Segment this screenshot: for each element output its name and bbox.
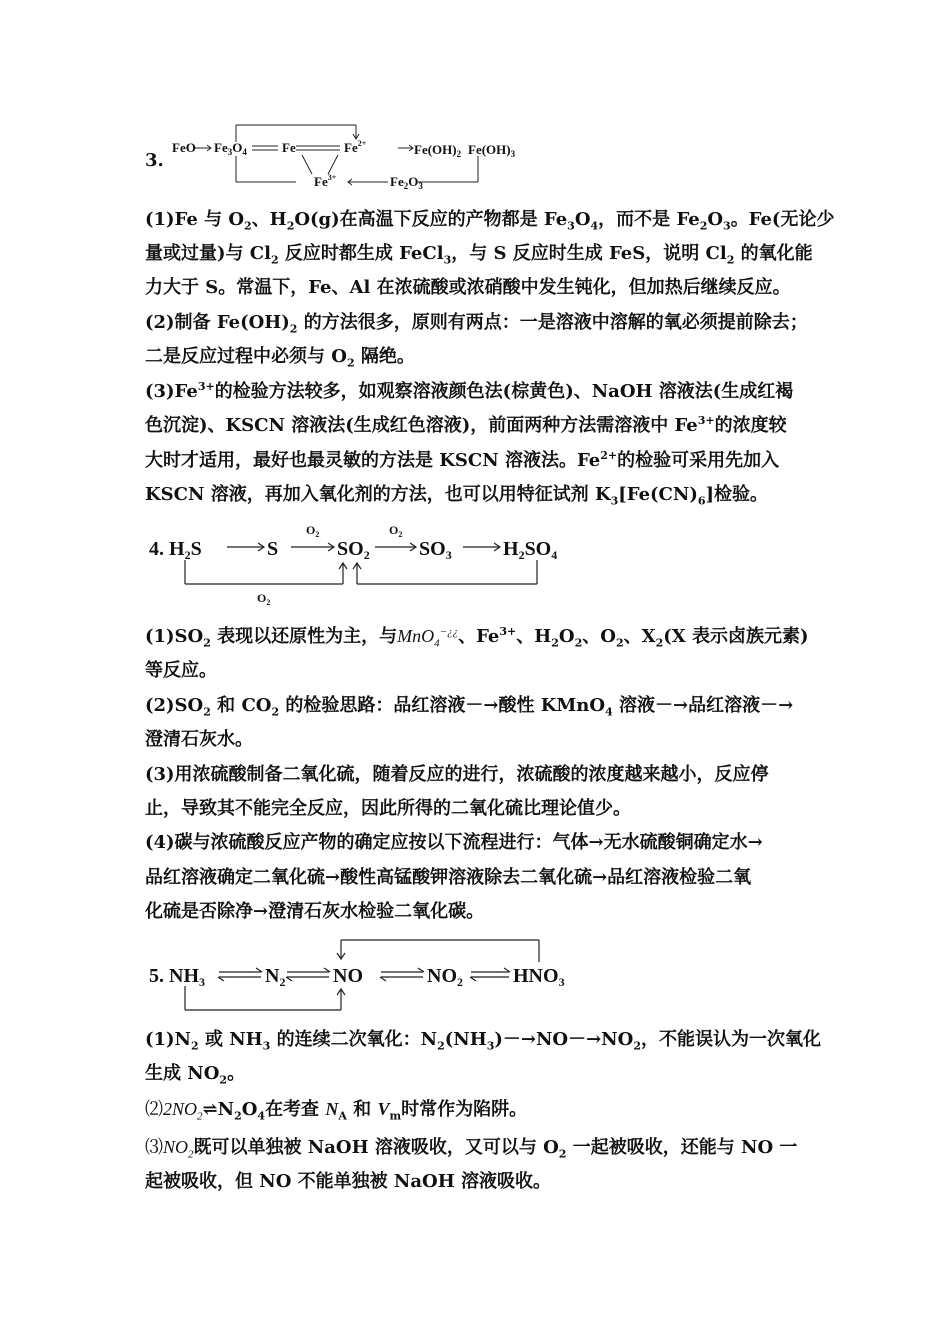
diagram-label-so3: SO xyxy=(419,538,446,560)
svg-text:N2: $N_2$ xyxy=(265,965,286,989)
s4-p2-line1: $(2)SO_2$ 和 $CO_2$ 的检验思路：品红溶液－→酸性 KMnO$_4$ 溶液－→品红溶液－→ xyxy=(145,695,794,719)
diagram-label-fe2: Fe xyxy=(344,140,358,155)
diagram-label-feo: FeO xyxy=(172,140,196,155)
s3-p2-line2: 二是反应过程中必须与 $O_2$ 隔绝。 xyxy=(145,346,415,370)
svg-text:O2: $O_2$ xyxy=(306,523,320,539)
svg-text:HNO3: $HNO_3$ xyxy=(513,965,565,989)
s4-p1-line1: $(1)SO_2$ 表现以还原性为主，与MnO$_4$−¿¿、$Fe^{3+}$、$H_2O_2$、$O_2$、$X_2(X$ 表示卤族元素) xyxy=(145,625,809,650)
svg-text:Fe2O3: $Fe_2O_3$ xyxy=(390,174,423,191)
s3-p3-line3: 大时才适用，最好也最灵敏的方法是 KSCN 溶液法。$Fe^{2+}$的检验可采用先加入 xyxy=(145,449,780,471)
diagram-label-feoh3: Fe(OH) xyxy=(468,142,511,157)
s3-p1-line3: 力大于 S。常温下，Fe、Al 在浓硫酸或浓硝酸中发生钝化，但加热后继续反应。 xyxy=(145,277,791,298)
svg-text:Fe3O4: $Fe_3O_4$ xyxy=(214,140,247,157)
svg-text:O2: $O_2$ xyxy=(257,591,271,607)
s4-p3-line1: (3)用浓硫酸制备二氧化硫，随着反应的进行，浓硫酸的浓度越来越小，反应停 xyxy=(145,764,769,785)
s5-p1-line2: 生成 $NO_2$。 xyxy=(145,1063,246,1087)
diagram-label-s: S xyxy=(267,538,279,560)
diagram-label-so2: SO xyxy=(337,538,364,560)
diagram-label-hno3: HNO xyxy=(513,965,559,987)
svg-text:SO3: $SO_3$ xyxy=(419,538,452,562)
equilibrium-arrow-icon: ⇌ xyxy=(202,1099,218,1120)
diagram-label-fe2o3: Fe xyxy=(390,174,404,189)
diagram-label-feoh2: Fe(OH) xyxy=(414,142,457,157)
s4-p4-line2: 品红溶液确定二氧化硫→酸性高锰酸钾溶液除去二氧化硫→品红溶液检验二氧 xyxy=(145,867,752,888)
s3-p2-line1: (2)制备 $Fe(OH)_2$ 的方法很多，原则有两点：一是溶液中溶解的氧必须提前除去； xyxy=(145,312,808,336)
s5-p3-line1: $⑶NO_2$既可以单独被 NaOH 溶液吸收，又可以与 $O_2$ 一起被吸收，还能与 NO 一 xyxy=(145,1137,798,1161)
section-3-number: 3. xyxy=(145,150,164,171)
svg-text:Fe(OH)3: $Fe(OH)_3$ xyxy=(468,142,516,159)
iron-conversion-diagram xyxy=(168,122,528,192)
diagram-label-o2-c: O xyxy=(257,591,267,605)
s4-p4-line1: (4)碳与浓硫酸反应产物的确定应按以下流程进行：气体→无水硫酸铜确定水→ xyxy=(145,832,763,853)
svg-text:Fe(OH)2: $Fe(OH)_2$ xyxy=(414,142,462,159)
s3-p1-line1: (1)Fe 与 $O_2$、$H_2O(g)$在高温下反应的产物都是 $Fe_3O_4$，而不是 $Fe_2O_3$。Fe(无论少 xyxy=(145,209,835,233)
svg-text:4. H2S: 4. $H_2S$ xyxy=(149,538,202,562)
s4-p1-line2: 等反应。 xyxy=(145,660,217,681)
s4-p4-line3: 化硫是否除净→澄清石灰水检验二氧化碳。 xyxy=(145,901,485,922)
diagram-label-n2: N xyxy=(265,965,280,987)
s3-p3-line4: KSCN 溶液，再加入氧化剂的方法，也可以用特征试剂 $K_3[Fe(CN)_6]$检验。 xyxy=(145,484,769,508)
svg-text:O2: $O_2$ xyxy=(389,523,403,539)
s3-p3-line1: $(3)Fe^{3+}$的检验方法较多，如观察溶液颜色法(棕黄色)、NaOH 溶液法(生成红褐 xyxy=(145,380,794,402)
s4-p2-line2: 澄清石灰水。 xyxy=(145,729,253,750)
diagram-label-no: NO xyxy=(333,965,363,987)
svg-text:Fe3+: $Fe^{3+}$ xyxy=(314,173,337,189)
diagram-label-o2-a: O xyxy=(306,523,316,537)
diagram-label-nh3: 5. NH xyxy=(149,965,199,987)
diagram-label-h2so4: H xyxy=(503,538,519,560)
diagram-label-no2: NO xyxy=(427,965,457,987)
s5-p3-line2: 起被吸收，但 NO 不能单独被 NaOH 溶液吸收。 xyxy=(145,1171,552,1192)
diagram-label-fe3: Fe xyxy=(314,174,328,189)
svg-text:Fe2+: $Fe^{2+}$ xyxy=(344,139,367,155)
nitrogen-conversion-diagram xyxy=(145,934,585,1024)
s5-p2: $⑵2NO_2\rightleftharpoons N_2O_4$在考查 $N_A$ 和 $V_m$时常作为陷阱。 xyxy=(145,1099,528,1123)
s3-p1-line2: 量或过量)与 $Cl_2$ 反应时都生成 FeCl$_3$，与 S 反应时生成 FeS，说明 $Cl_2$ 的氧化能 xyxy=(145,243,813,267)
svg-text:5. NH3: 5. $NH_3$ xyxy=(149,965,205,989)
svg-text:NO2: $NO_2$ xyxy=(427,965,463,989)
diagram-label-o2-b: O xyxy=(389,523,399,537)
diagram-label-fe-metal: Fe xyxy=(282,140,296,155)
sulfur-conversion-diagram xyxy=(145,518,585,610)
s4-p3-line2: 止，导致其不能完全反应，因此所得的二氧化硫比理论值少。 xyxy=(145,798,631,819)
svg-text:H2SO4: $H_2SO_4$ xyxy=(503,538,558,562)
svg-text:SO2: $SO_2$ xyxy=(337,538,370,562)
s5-p1-line1: $(1)N_2$ 或 $NH_3$ 的连续二次氧化：$N_2(NH_3)-\to NO-\to NO_2$，不能误认为一次氧化 xyxy=(145,1029,821,1053)
diagram-label-h2s: 4. H xyxy=(149,538,185,560)
diagram-label-fe: Fe xyxy=(214,140,228,155)
s3-p3-line2: 色沉淀)、KSCN 溶液法(生成红色溶液)，前面两种方法需溶液中 $Fe^{3+}$的浓度较 xyxy=(145,414,787,436)
